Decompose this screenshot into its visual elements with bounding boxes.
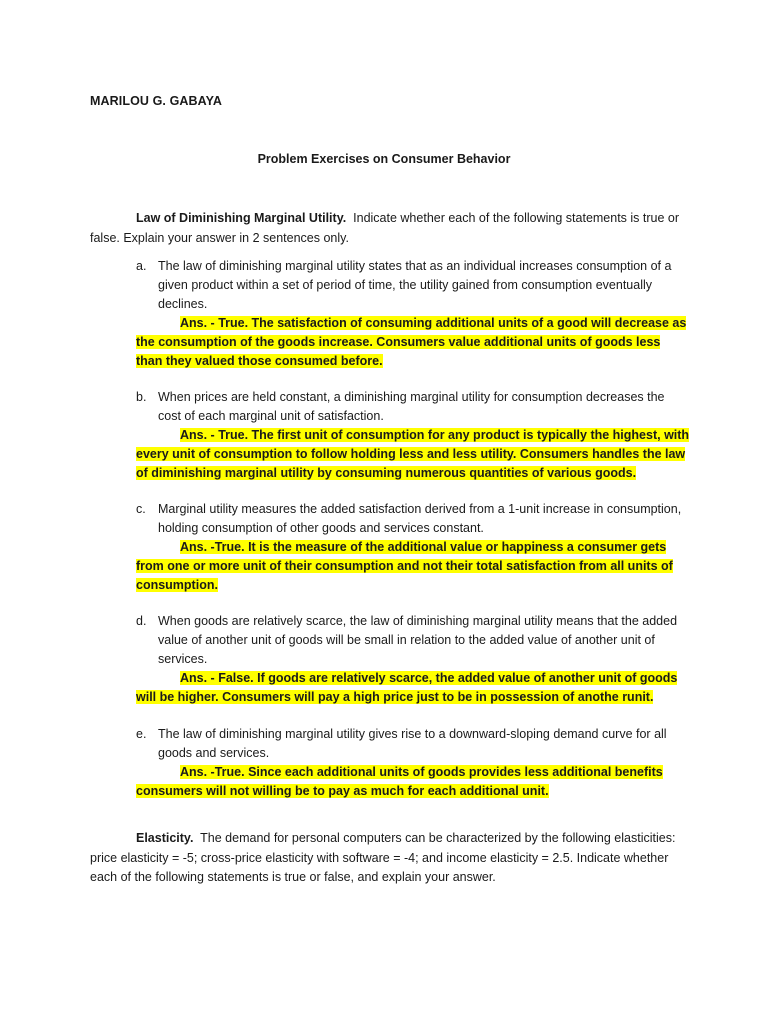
document-title: Problem Exercises on Consumer Behavior: [257, 152, 511, 166]
item-letter: b.: [136, 390, 147, 404]
item-answer: [136, 763, 690, 801]
section-text: The demand for personal computers can be characterized by the following elasticities: price elasticity = -5; cross-price elasticity with software = -4; and income elasticity = 2.5. Indicate whether each of the following statements is true or false, and explain your answer.: [90, 831, 676, 884]
list-item: [90, 388, 690, 483]
item-question: Marginal utility measures the added satisfaction derived from a 1-unit increase in consumption, holding consumption of other goods and services constant.: [158, 502, 682, 535]
answer-highlight: Ans. -True. It is the measure of the additional value or happiness a consumer gets from one or more unit of their consumption and not their total satisfaction from all units of consumption.: [136, 540, 673, 592]
answer-highlight: Ans. - True. The satisfaction of consuming additional units of a good will decrease as the consumption of the goods increase. Consumers value additional units of goods less than they valued those consumed before.: [136, 316, 687, 368]
author-name: MARILOU G. GABAYA: [90, 94, 223, 108]
item-letter: d.: [136, 614, 147, 628]
item-answer: [136, 538, 690, 595]
section-instruction: Indicate whether each of the following statements is true or false. Explain your answer in 2 sentences only.: [90, 211, 680, 245]
answer-highlight: Ans. -True. Since each additional units of goods provides less additional benefits consumers will not willing be to pay as much for each additional unit.: [136, 765, 663, 798]
section-elasticity: [90, 829, 690, 888]
section-heading: Elasticity.: [136, 831, 194, 845]
section-heading: Law of Diminishing Marginal Utility.: [136, 211, 347, 225]
item-answer: [136, 426, 690, 483]
item-question: The law of diminishing marginal utility states that as an individual increases consumption of a given product within a set of period of time, the utility gained from consumption eventually declines.: [158, 259, 672, 311]
item-answer: [136, 669, 690, 707]
answer-highlight: Ans. - False. If goods are relatively scarce, the added value of another unit of goods will be higher. Consumers will pay a high price just to be in possession of anothe runit.: [136, 671, 678, 704]
item-answer: [136, 314, 690, 371]
item-question: The law of diminishing marginal utility gives rise to a downward-sloping demand curve for all goods and services.: [158, 727, 667, 760]
item-question: When goods are relatively scarce, the law of diminishing marginal utility means that the added value of another unit of goods will be small in relation to the added value of another unit of services.: [158, 614, 678, 666]
item-letter: a.: [136, 259, 147, 273]
item-letter: c.: [136, 502, 146, 516]
answer-highlight: Ans. - True. The first unit of consumption for any product is typically the highest, with every unit of consumption to follow holding less and less utility. Consumers handles the law of diminishing marginal utility by consuming numerous quantities of various goods.: [136, 428, 690, 480]
list-item: [90, 725, 690, 801]
item-letter: e.: [136, 727, 147, 741]
list-item: [90, 257, 690, 371]
list-item: [90, 500, 690, 595]
section-law-of-diminishing-marginal-utility: [90, 209, 690, 248]
list-item: [90, 612, 690, 707]
item-question: When prices are held constant, a diminishing marginal utility for consumption decreases the cost of each marginal unit of satisfaction.: [158, 390, 665, 423]
